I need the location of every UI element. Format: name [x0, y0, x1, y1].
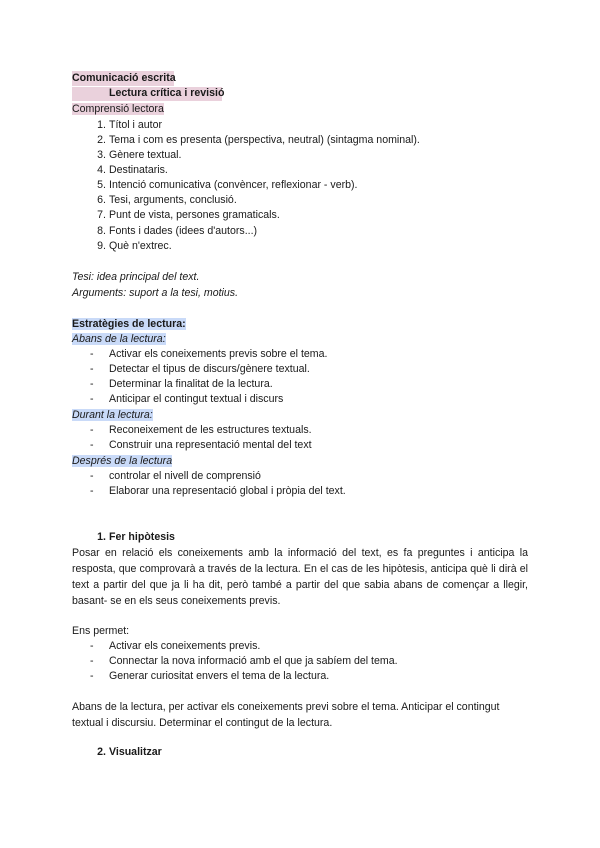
abans-label: [72, 332, 166, 347]
section-number: 2.: [97, 746, 106, 758]
list-item: Destinataris.: [109, 164, 168, 176]
list-item: Elaborar una representació global i pròpia del text.: [109, 485, 346, 497]
bullet-dash: -: [90, 439, 94, 451]
despres-label: [72, 454, 172, 469]
list-item: Connectar la nova informació amb el que ja sabíem del tema.: [109, 655, 398, 667]
bullet-dash: -: [90, 470, 94, 482]
list-item-number: 4.: [97, 164, 106, 176]
list-item: Intenció comunicativa (convèncer, reflexionar - verb).: [109, 179, 358, 191]
list-item: Fonts i dades (idees d'autors...): [109, 225, 258, 237]
list-item: Reconeixement de les estructures textuals.: [109, 424, 312, 436]
bullet-dash: -: [90, 378, 94, 390]
tesi-definition: Tesi: idea principal del text.: [72, 271, 200, 283]
section-number: 1.: [97, 531, 106, 543]
list-item-number: 6.: [97, 194, 106, 206]
bullet-dash: -: [90, 670, 94, 682]
bullet-dash: -: [90, 424, 94, 436]
comprension-label-text: Comprensió lectora: [72, 103, 164, 115]
bullet-dash: -: [90, 655, 94, 667]
doc-subtitle: Lectura crítica i revisió: [109, 87, 225, 99]
list-item-number: 2.: [97, 134, 106, 146]
bullet-dash: -: [90, 348, 94, 360]
list-item-number: 8.: [97, 225, 106, 237]
arguments-definition: Arguments: suport a la tesi, motius.: [72, 287, 239, 299]
list-item: Punt de vista, persones gramaticals.: [109, 209, 280, 221]
comprension-label: [72, 102, 164, 117]
estrategies-title-text: Estratègies de lectura:: [72, 318, 186, 330]
list-item: controlar el nivell de comprensió: [109, 470, 261, 482]
abans-label-text: Abans de la lectura:: [72, 333, 166, 345]
list-item: Títol i autor: [109, 119, 162, 131]
list-item: Tema i com es presenta (perspectiva, neutral) (sintagma nominal).: [109, 134, 420, 146]
list-item-number: 7.: [97, 209, 106, 221]
list-item: Determinar la finalitat de la lectura.: [109, 378, 273, 390]
durant-label-text: Durant la lectura:: [72, 409, 153, 421]
bullet-dash: -: [90, 640, 94, 652]
section-heading: Visualitzar: [109, 746, 162, 758]
list-item: Tesi, arguments, conclusió.: [109, 194, 237, 206]
closing-paragraph: Abans de la lectura, per activar els coneixements previ sobre el tema. Anticipar el contingut textual i discursiu. Determinar el contingut de la lectura.: [72, 701, 500, 729]
section-paragraph: Posar en relació els coneixements amb la informació del text, es fa preguntes i anticipa la resposta, que comprovarà a través de la lectura. En el cas de les hipòtesis, anticipa què li dirà el text a partir del que ja li ha dit, però també a partir del que sabia abans de començar a llegir, basant- se en els seus coneixements previs.: [72, 547, 528, 607]
doc-title: [72, 71, 174, 86]
doc-title-text: Comunicació escrita: [72, 72, 176, 84]
bullet-dash: -: [90, 363, 94, 375]
list-item: Construir una representació mental del text: [109, 439, 312, 451]
list-item-number: 3.: [97, 149, 106, 161]
list-item: Activar els coneixements previs.: [109, 640, 261, 652]
list-item: Gènere textual.: [109, 149, 182, 161]
list-item: Anticipar el contingut textual i discurs: [109, 393, 284, 405]
list-item: Activar els coneixements previs sobre el tema.: [109, 348, 328, 360]
despres-label-text: Després de la lectura: [72, 455, 173, 467]
estrategies-title: [72, 317, 186, 332]
list-item-number: 5.: [97, 179, 106, 191]
list-item: Generar curiositat envers el tema de la lectura.: [109, 670, 330, 682]
list-item: Detectar el tipus de discurs/gènere textual.: [109, 363, 310, 375]
list-item: Què n'extrec.: [109, 240, 172, 252]
list-item-number: 9.: [97, 240, 106, 252]
ens-permet-label: Ens permet:: [72, 625, 130, 637]
bullet-dash: -: [90, 393, 94, 405]
section-heading: Fer hipòtesis: [109, 531, 175, 543]
list-item-number: 1.: [97, 119, 106, 131]
bullet-dash: -: [90, 485, 94, 497]
durant-label: [72, 408, 153, 423]
